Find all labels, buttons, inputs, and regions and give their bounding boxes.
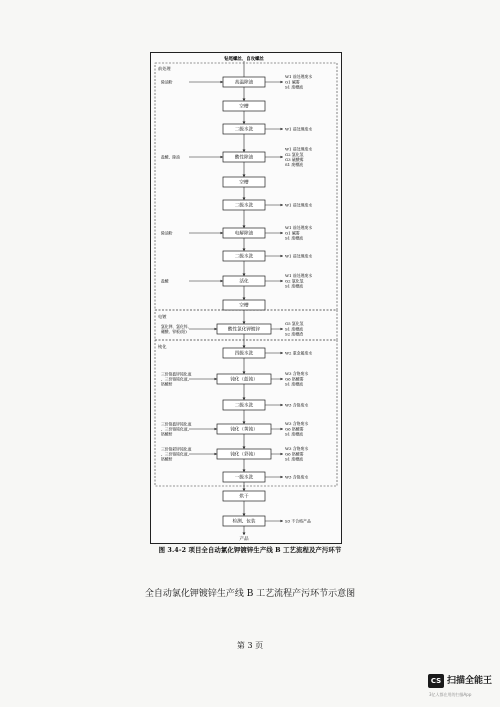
input-arrow-icon: [221, 156, 224, 159]
pollutant-label: S1 废槽液: [285, 381, 304, 387]
step-input-label: 盐酸: [161, 278, 169, 284]
pollutant-label: W1 前处理废水: [285, 225, 313, 231]
step-label: 二级水洗: [234, 127, 254, 133]
step-label: 二级水洗: [234, 203, 254, 209]
step-label: 空槽: [239, 104, 249, 110]
flowchart-canvas: [151, 53, 341, 543]
output-arrow-icon: [281, 404, 284, 407]
step-input-label: 、三价铬钝化液、: [161, 376, 192, 382]
scanner-watermark: [428, 672, 498, 706]
document-caption: 全自动氯化钾镀锌生产线 B 工艺流程产污环节示意图: [144, 589, 356, 599]
section-label-pretreatment: 前处理: [158, 66, 171, 71]
flow-arrow-icon: [243, 274, 246, 277]
pollutant-label: S1 废槽液: [285, 326, 304, 332]
pollutant-label: S2 废槽渣: [285, 331, 304, 337]
flow-arrow-icon: [243, 489, 246, 492]
step-input-label: 三价铬蓝锌钝化液: [161, 371, 192, 377]
output-arrow-icon: [281, 378, 284, 381]
step-input-label: 铬酸酐: [161, 456, 173, 462]
step-input-label: 三价铬彩锌钝化液: [161, 446, 192, 452]
pollutant-label: G6 铬酸雾: [285, 451, 304, 457]
step-label: 一级水洗: [234, 475, 254, 481]
step-label: 电解除油: [234, 231, 254, 237]
step-label: 空槽: [239, 303, 249, 309]
step-label: 四级水洗: [234, 351, 254, 357]
output-arrow-icon: [281, 428, 284, 431]
step-label: 钝化（彩钝）: [230, 452, 258, 458]
pollutant-label: S1 废槽液: [285, 235, 304, 241]
flow-arrow-icon: [243, 422, 246, 425]
pollutant-label: S1 废槽液: [285, 84, 304, 90]
pollutant-label: S1 废槽液: [285, 456, 304, 462]
flow-arrow-icon: [243, 249, 246, 252]
process-flowchart: [150, 52, 342, 544]
pollutant-label: S3 不合格产品: [285, 518, 311, 524]
pollutant-label: G2 氯化氢: [285, 151, 304, 157]
input-arrow-icon: [221, 280, 224, 283]
output-arrow-icon: [281, 255, 284, 258]
section-label-passivation: 钝化: [158, 344, 167, 349]
output-arrow-icon: [281, 352, 284, 355]
output-arrow-icon: [281, 232, 284, 235]
output-arrow-icon: [281, 328, 284, 331]
step-label: 活化: [239, 279, 249, 285]
flow-arrow-icon: [243, 298, 246, 301]
pollutant-label: W1 前处理废水: [285, 126, 313, 132]
section-label-plating: 电镀: [158, 314, 167, 319]
top-input-label: 钻尾螺丝、自攻螺丝: [224, 57, 264, 62]
flow-arrow-icon: [243, 533, 246, 536]
watermark-subtitle: 3亿人都在用的扫描App: [429, 692, 472, 697]
pollutant-label: W1 前处理废水: [285, 146, 313, 152]
pollutant-label: W3 含铬废水: [285, 421, 309, 427]
step-label: 酸性氯化钾镀锌: [227, 327, 261, 333]
final-output-label: 产品: [239, 537, 249, 542]
flow-arrow-icon: [243, 470, 246, 473]
watermark-title: 扫描全能王: [447, 676, 493, 686]
step-input-label: 除油粉: [161, 79, 173, 85]
output-arrow-icon: [281, 280, 284, 283]
pollutant-label: W1 前处理废水: [285, 253, 313, 259]
input-arrow-icon: [215, 428, 218, 431]
step-input-label: 硼酸、锌板(阳): [161, 329, 187, 334]
pollutant-label: W3 含铬废水: [285, 446, 309, 452]
step-label: 钝化（黄钝）: [230, 427, 258, 433]
step-input-label: 铬酸酐: [161, 431, 173, 437]
output-arrow-icon: [281, 520, 284, 523]
input-arrow-icon: [215, 453, 218, 456]
flow-arrow-icon: [243, 198, 246, 201]
step-input-label: 除油粉: [161, 230, 173, 236]
step-label: 二级水洗: [234, 254, 254, 260]
flow-arrow-icon: [243, 322, 246, 325]
step-label: 酸性除油: [234, 155, 254, 161]
flow-arrow-icon: [243, 447, 246, 450]
pollutant-label: G3 硫酸雾: [285, 157, 304, 162]
output-arrow-icon: [281, 204, 284, 207]
input-arrow-icon: [221, 232, 224, 235]
pollutant-label: G6 铬酸雾: [285, 376, 304, 382]
step-input-label: 盐酸、除油: [161, 154, 180, 160]
flow-arrow-icon: [243, 99, 246, 102]
pollutant-label: G2 氯化氢: [285, 278, 304, 284]
figure-caption: 图 3.4-2 项目全自动氯化钾镀锌生产线 B 工艺流程及产污环节: [158, 546, 342, 554]
pollutant-label: W3 含铬废水: [285, 371, 309, 377]
input-arrow-icon: [215, 328, 218, 331]
section-border-passivation: [155, 340, 337, 486]
output-arrow-icon: [281, 81, 284, 84]
flow-arrow-icon: [243, 398, 246, 401]
pollutant-label: S1 废槽液: [285, 283, 304, 289]
flow-arrow-icon: [243, 346, 246, 349]
pollutant-label: G1 碱雾: [285, 230, 300, 236]
pollutant-label: S1 废槽液: [285, 162, 304, 168]
pollutant-label: W1 前处理废水: [285, 202, 313, 208]
step-input-label: 、三价铬钝化液、: [161, 451, 192, 457]
flow-arrow-icon: [243, 372, 246, 375]
pollutant-label: W3 含铬废水: [285, 402, 309, 408]
output-arrow-icon: [281, 476, 284, 479]
pollutant-label: G6 铬酸雾: [285, 426, 304, 432]
step-input-label: 氯化钾、氯化锌、: [161, 324, 192, 329]
output-arrow-icon: [281, 453, 284, 456]
pollutant-label: G1 碱雾: [285, 79, 300, 85]
flow-arrow-icon: [243, 150, 246, 153]
page-number: 第 3 页: [236, 641, 264, 650]
pollutant-label: W1 前处理废水: [285, 273, 313, 279]
step-label: 空槽: [239, 180, 249, 186]
flow-arrow-icon: [243, 226, 246, 229]
pollutant-label: W1 前处理废水: [285, 74, 313, 80]
input-arrow-icon: [221, 81, 224, 84]
step-label: 烘干: [239, 494, 249, 500]
step-input-label: 三价铬蓝锌钝化液: [161, 421, 192, 427]
output-arrow-icon: [281, 156, 284, 159]
step-label: 检测、包装: [232, 519, 256, 525]
pollutant-label: W3 含铬废水: [285, 474, 309, 480]
step-input-label: 铬酸酐: [161, 381, 173, 387]
pollutant-label: W2 重金属废水: [285, 350, 313, 356]
output-arrow-icon: [281, 128, 284, 131]
pollutant-label: G5 氯化氢: [285, 321, 304, 327]
step-input-label: 、三价铬钝化液、: [161, 426, 192, 432]
camscanner-logo-icon: CS: [428, 674, 444, 688]
flow-arrow-icon: [243, 122, 246, 125]
pollutant-label: S1 废槽液: [285, 431, 304, 437]
flow-arrow-icon: [243, 514, 246, 517]
input-arrow-icon: [215, 378, 218, 381]
flow-arrow-icon: [243, 175, 246, 178]
step-label: 二级水洗: [234, 403, 254, 409]
step-label: 高温除油: [234, 80, 254, 86]
step-label: 钝化（蓝钝）: [230, 377, 258, 383]
